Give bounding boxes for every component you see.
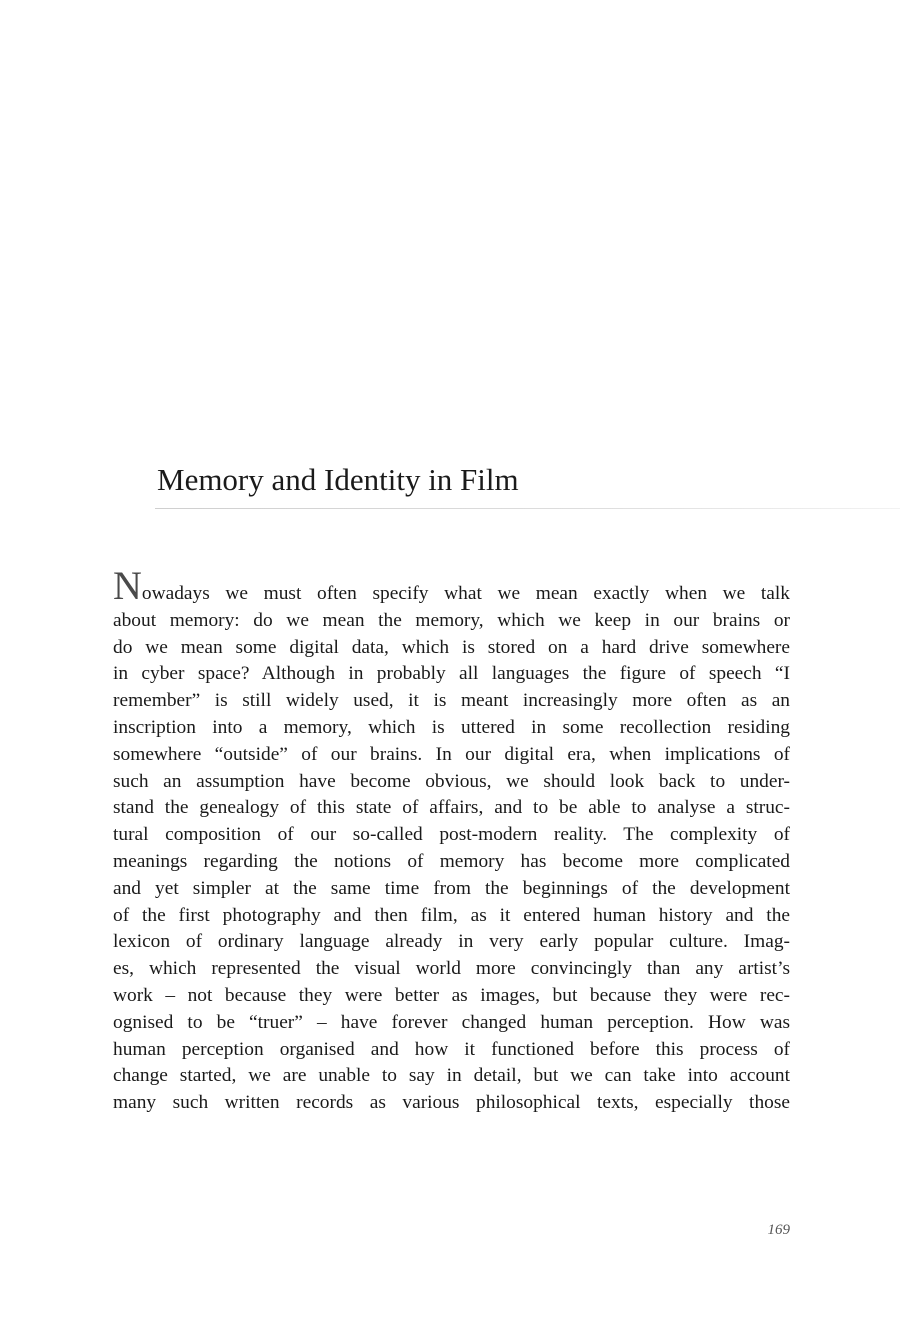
body-line: about memory: do we mean the memory, which we keep in our brains or <box>113 609 790 631</box>
body-line: ognised to be “truer” – have forever changed human perception. How was <box>113 1011 790 1033</box>
body-line: work – not because they were better as images, but because they were rec- <box>113 984 790 1006</box>
body-line: lexicon of ordinary language already in very early popular culture. Imag- <box>113 931 790 953</box>
body-line: human perception organised and how it functioned before this process of <box>113 1038 790 1060</box>
body-paragraph <box>113 563 790 1117</box>
page-number: 169 <box>767 1222 790 1238</box>
body-line: meanings regarding the notions of memory has become more complicated <box>113 850 790 872</box>
body-line: stand the genealogy of this state of affairs, and to be able to analyse a struc- <box>113 797 790 819</box>
body-line <box>113 563 790 608</box>
body-line: change started, we are unable to say in detail, but we can take into account <box>113 1065 790 1087</box>
body-line: such an assumption have become obvious, we should look back to under- <box>113 770 790 792</box>
body-line: es, which represented the visual world more convincingly than any artist’s <box>113 958 790 980</box>
drop-initial: N <box>113 563 142 608</box>
body-line: of the first photography and then film, as it entered human history and the <box>113 904 790 926</box>
body-line: tural composition of our so-called post-modern reality. The complexity of <box>113 824 790 846</box>
body-line-text: owadays we must often specify what we mean exactly when we talk <box>141 583 790 604</box>
body-line: and yet simpler at the same time from the beginnings of the development <box>113 877 790 899</box>
body-line: somewhere “outside” of our brains. In our digital era, when implications of <box>113 743 790 765</box>
body-line: inscription into a memory, which is uttered in some recollection residing <box>113 716 790 738</box>
body-line: in cyber space? Although in probably all languages the figure of speech “I <box>113 663 790 685</box>
body-line: do we mean some digital data, which is stored on a hard drive somewhere <box>113 636 790 658</box>
body-line: many such written records as various philosophical texts, especially those <box>113 1092 790 1114</box>
chapter-title: Memory and Identity in Film <box>157 462 519 497</box>
title-rule <box>155 508 900 509</box>
body-line: remember” is still widely used, it is meant increasingly more often as an <box>113 690 790 712</box>
